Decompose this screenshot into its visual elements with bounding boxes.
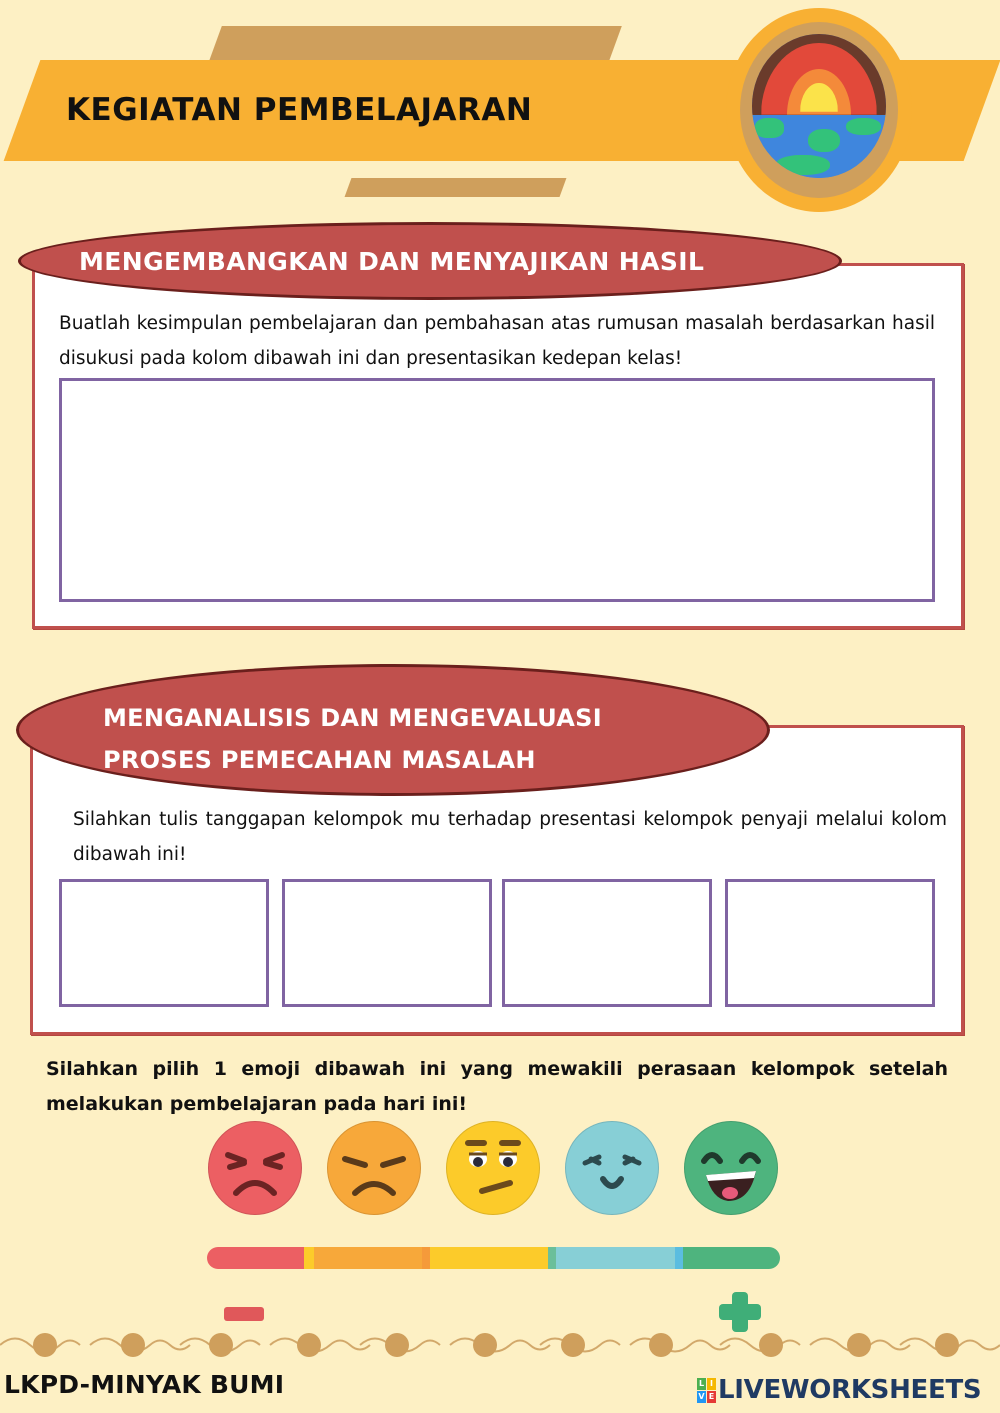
emoji-instruction: Silahkan pilih 1 emoji dibawah ini yang mewakili perasaan kelompok setelah melakukan pembelajaran pada hari ini! [46, 1058, 948, 1115]
feeling-scale-bar [207, 1247, 780, 1269]
section-title-line2: PROSES PEMECAHAN MASALAH [103, 746, 536, 774]
angry-face-icon[interactable] [208, 1121, 302, 1215]
section-develop-present-header [18, 222, 842, 300]
response-field-2[interactable] [282, 879, 492, 1007]
section-title-line1: MENGANALISIS DAN MENGEVALUASI [103, 704, 602, 732]
response-field-4[interactable] [725, 879, 935, 1007]
earth-layers-icon [752, 34, 886, 178]
sad-face-icon[interactable] [327, 1121, 421, 1215]
section2-instruction: Silahkan tulis tanggapan kelompok mu terhadap presentasi kelompok penyaji melalui kolom dibawah ini! [73, 809, 947, 865]
response-field-1[interactable] [59, 879, 269, 1007]
conclusion-answer-field[interactable] [59, 378, 935, 602]
section-title: MENGEMBANGKAN DAN MENYAJIKAN HASIL [79, 247, 705, 276]
plus-icon-bar [719, 1304, 761, 1320]
liveworksheets-grid-icon: L I V E [698, 1378, 715, 1401]
section-analyze-evaluate-header [16, 664, 770, 796]
banner-decor-bottom [345, 178, 567, 197]
worksheet-label: LKPD-MINYAK BUMI [4, 1370, 285, 1399]
content-face-icon[interactable] [565, 1121, 659, 1215]
section1-instruction: Buatlah kesimpulan pembelajaran dan pembahasan atas rumusan masalah berdasarkan hasil disukusi pada kolom dibawah ini dan presentasikan kedepan kelas! [59, 313, 935, 369]
ornament-divider [0, 1328, 1000, 1362]
liveworksheets-brand: LIVEWORKSHEETS [718, 1375, 982, 1405]
laughing-face-icon[interactable] [684, 1121, 778, 1215]
page-title: KEGIATAN PEMBELAJARAN [66, 92, 533, 128]
unamused-face-icon[interactable] [446, 1121, 540, 1215]
liveworksheets-logo[interactable] [697, 1375, 981, 1405]
response-field-3[interactable] [502, 879, 712, 1007]
minus-icon [224, 1307, 264, 1321]
